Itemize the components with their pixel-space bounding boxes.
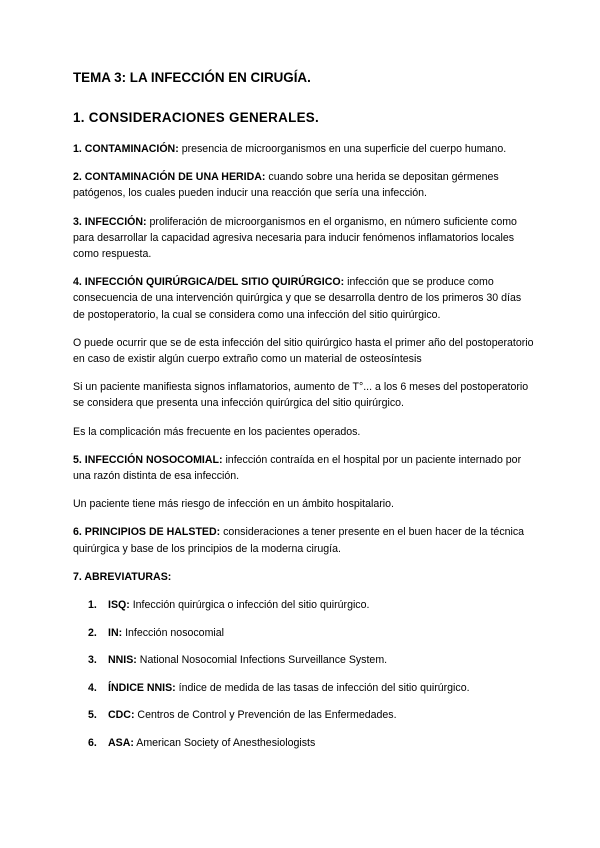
abbreviations-list (73, 597, 535, 751)
definition-text: proliferación de microorganismos en el organismo, en número suficiente como para desarrollar la capacidad agresiva necesaria para inducir fenómenos inflamatorios locales como respuesta. (73, 215, 517, 261)
paragraph-riesgo-hospitalario: Un paciente tiene más riesgo de infección en un ámbito hospitalario. (73, 498, 394, 511)
definition-infeccion-quirurgica (73, 274, 535, 323)
list-item: 2. IN: Infección nosocomial (88, 626, 224, 639)
definition-text: infección contraída en el hospital por un paciente internado por una razón distinta de esa infección. (73, 453, 522, 483)
definition-infeccion-nosocomial (73, 452, 535, 484)
definition-term: 3. INFECCIÓN: (73, 215, 147, 228)
definition-contaminacion (73, 141, 535, 157)
list-item: 4. ÍNDICE NNIS: índice de medida de las tasas de infección del sitio quirúrgico. (88, 681, 470, 694)
definition-term: 6. PRINCIPIOS DE HALSTED: (73, 526, 221, 539)
definition-infeccion (73, 214, 535, 263)
definition-term: 1. CONTAMINACIÓN: (73, 143, 179, 155)
abbreviation-key: ÍNDICE NNIS: (108, 681, 176, 694)
definition-contaminacion-herida (73, 169, 535, 201)
list-item: 5. CDC: Centros de Control y Prevención de las Enfermedades. (88, 709, 397, 722)
abbreviation-text: Centros de Control y Prevención de las Enfermedades. (134, 709, 397, 722)
abbreviation-key: CDC: (108, 709, 135, 722)
list-item: 6. ASA: American Society of Anesthesiologists (88, 737, 316, 750)
definition-term: 2. CONTAMINACIÓN DE UNA HERIDA: (73, 171, 266, 184)
abbreviation-text: National Nosocomial Infections Surveillance System. (136, 654, 388, 667)
definition-principios-halsted (73, 524, 535, 556)
definition-text: cuando sobre una herida se depositan gérmenes patógenos, los cuales pueden inducir una reacción que sería una infección. (73, 171, 499, 200)
paragraph-complicacion-frecuente: Es la complicación más frecuente en los pacientes operados. (73, 425, 361, 438)
abbreviation-text: American Society of Anesthesiologists (133, 737, 316, 750)
abbreviation-key: IN: (108, 626, 123, 639)
definition-text: consideraciones a tener presente en el buen hacer de la técnica quirúrgica y base de los principios de la moderna cirugía. (73, 526, 525, 555)
paragraph-osteosintesis: O puede ocurrir que se de esta infección del sitio quirúrgico hasta el primer año del postoperatorio en caso de existir algún cuerpo extraño como un material de osteosíntesis (73, 336, 534, 366)
paragraph-signos-inflamatorios: Si un paciente manifiesta signos inflamatorios, aumento de T°... a los 6 meses del postoperatorio se considera que presenta una infección quirúrgica del sitio quirúrgico. (73, 381, 529, 410)
abbreviation-key: ISQ: (108, 599, 130, 612)
abbreviation-text: Infección quirúrgica o infección del sitio quirúrgico. (129, 599, 370, 612)
definition-term: 4. INFECCIÓN QUIRÚRGICA/DEL SITIO QUIRÚRGICO: (73, 276, 345, 289)
abbreviation-text: índice de medida de las tasas de infección del sitio quirúrgico. (175, 681, 470, 694)
definition-term: 5. INFECCIÓN NOSOCOMIAL: (73, 453, 223, 466)
abbreviation-key: NNIS: (108, 654, 137, 667)
list-item: 3. NNIS: National Nosocomial Infections Surveillance System. (88, 654, 388, 667)
document-body (73, 141, 535, 763)
page-title: TEMA 3: LA INFECCIÓN EN CIRUGÍA. (73, 70, 311, 85)
abbreviation-key: ASA: (108, 737, 134, 750)
section-heading: 1. CONSIDERACIONES GENERALES. (73, 110, 320, 125)
list-item: 1. ISQ: Infección quirúrgica o infección del sitio quirúrgico. (88, 599, 370, 612)
abbreviations-heading: 7. ABREVIATURAS: (73, 570, 172, 583)
definition-text: presencia de microorganismos en una superficie del cuerpo humano. (178, 143, 507, 155)
abbreviation-text: Infección nosocomial (122, 626, 224, 639)
definition-text: infección que se produce como consecuencia de una intervención quirúrgica y que se desarrolla dentro de los primeros 30 días de postoperatorio, la cual se considera como una infección del sitio quirúrgico. (73, 276, 522, 321)
